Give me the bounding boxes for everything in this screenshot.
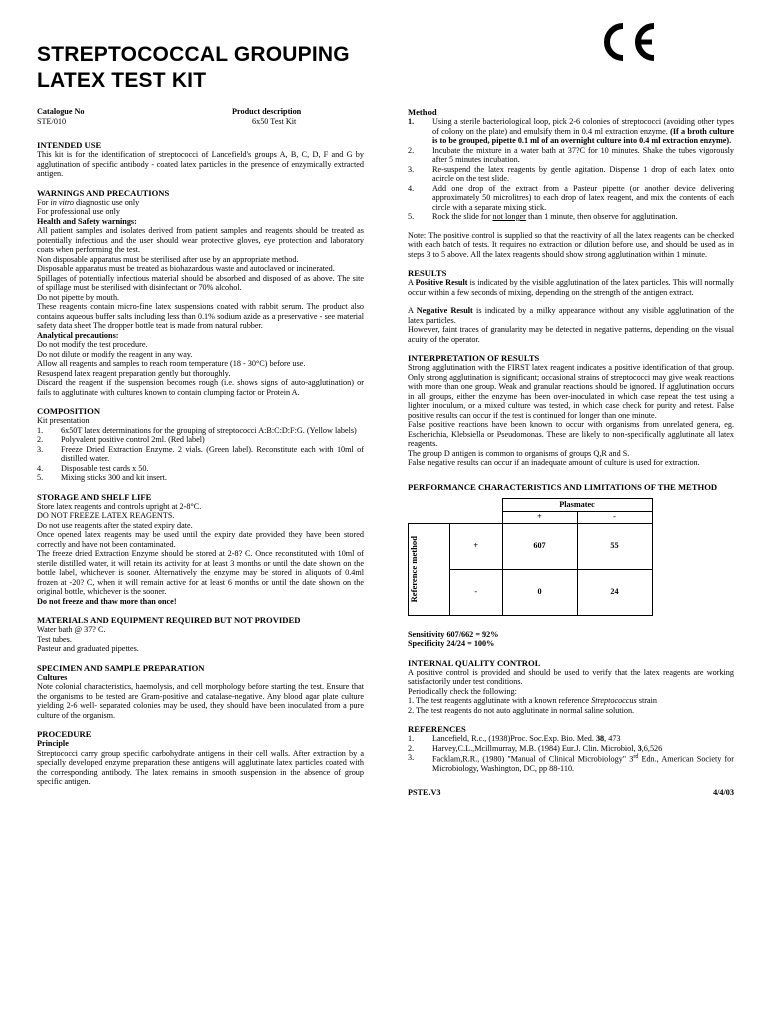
catalogue-values-row — [37, 117, 364, 127]
faint-granularity-text: However, faint traces of granularity may be detected in negative patterns, depending on the visual acuity of the operator. — [408, 325, 734, 344]
analytical-line: Resuspend latex reagent preparation gently but thoroughly. — [37, 368, 231, 378]
non-disposable-text: Non disposable apparatus must be sterilised after use by an appropriate method. — [37, 254, 299, 264]
catalogue-row — [37, 107, 364, 117]
table-cell: 24 — [577, 569, 652, 615]
iqc-heading: INTERNAL QUALITY CONTROL — [408, 657, 541, 668]
method-heading: Method — [408, 107, 437, 117]
materials-line: Water bath @ 37? C. — [37, 625, 106, 634]
composition-heading: COMPOSITION — [37, 406, 101, 416]
procedure-heading: PROCEDURE — [37, 729, 92, 739]
list-item: 5. Rock the slide for not longer than 1 minute, then observe for agglutination. — [408, 212, 678, 221]
plasmatec-positive-header: + — [502, 511, 577, 523]
ce-mark-logo — [596, 22, 660, 62]
iqc-check-2: 2. The test reagents do not auto agglutinate in normal saline solution. — [408, 705, 635, 715]
negative-result-text: A Negative Result is indicated by a milky appearance without any visible agglutination of the latex particles. — [408, 306, 734, 325]
specificity: Specificity 24/24 = 100% — [408, 639, 495, 648]
materials-line: Test tubes. — [37, 634, 72, 644]
performance-table — [408, 498, 653, 616]
positive-result-text: A Positive Result is indicated by the visible agglutination of the latex particles. This will normally occur within a few seconds of mixing, depending on the strength of the antigen extract. — [408, 278, 734, 297]
composition-list — [37, 426, 364, 483]
group-d-text: The group D antigen is common to organisms of groups Q,R and S. — [408, 448, 630, 458]
list-item: 3. Facklam,R.R., (1980) "Manual of Clinical Microbiology" 3rd Edn., American Society for Microbiology, Washington, DC, pp 88-110. — [408, 753, 734, 774]
document-code: PSTE.V3 — [408, 787, 441, 797]
iqc-periodic: Periodically check the following: — [408, 686, 517, 696]
list-item: 4. Disposable test cards x 50. — [37, 463, 149, 473]
intended-use-text: This kit is for the identification of streptococci of Lancefield's groups A, B, C, D, F and G by agglutination of specific antibody - coated latex particles in the presence of enzymically extracted antigen. — [37, 150, 364, 178]
list-item: 3. Re-suspend the latex reagents by gentle agitation. Dispense 1 drop of each latex onto acircle on the test slide. — [408, 164, 734, 183]
iqc-check-1: 1. The test reagents agglutinate with a known reference Streptococcus strain — [408, 696, 657, 705]
discard-text: Discard the reagent if the suspension becomes rough (i.e. shows signs of auto-agglutination) or fails to agglutinate with cultures known to contain clumping factor or Protein A. — [37, 378, 364, 397]
right-column — [408, 107, 734, 797]
references-heading: REFERENCES — [408, 724, 466, 734]
interpretation-heading: INTERPRETATION OF RESULTS — [408, 353, 540, 363]
health-safety-heading: Health and Safety warnings: — [37, 216, 137, 226]
list-item: 4. Add one drop of the extract from a Pasteur pipette (or another device delivering approximately 50 microlitres) to each drop of latex reagent, and mix the contents of each circle with a separate mixing stick. — [408, 183, 734, 212]
specimen-text: Note colonial characteristics, haemolysis, and cell morphology before starting the test. Ensure that the organisms to be tested are Gram-positive and catalase-negative. Any blood agar plate culture yielding 2-6 well- separated colonies may be used, they should have been inoculated from a pure culture of the organism. — [37, 682, 364, 720]
list-item: 1. Using a sterile bacteriological loop, pick 2-6 colonies of streptococci (avoiding other types of colony on the plate) and emulsify them in 0.4 ml extraction enzyme. (If a broth culture is to be grouped, pipette 0.1 ml of an overnight culture into 0.4 ml extraction enzyme). — [408, 117, 735, 145]
reference-negative-header: - — [450, 569, 503, 615]
table-cell: 0 — [502, 569, 577, 615]
title-line-2: LATEX TEST KIT — [37, 69, 207, 92]
enzyme-storage-text: The freeze dried Extraction Enzyme should be stored at 2-8? C. Once reconstituted with 10ml of sterile distilled water, it will retain its activity for at least 3 months or until the date shown on the bottle label, whichever is sooner. Alternatively the enzyme may be stored in aliquots of 0.4ml frozen at -20? C, when it will remain active for at least 6 months or until the date shown on the original bottle, whichever is the sooner. — [37, 549, 364, 596]
iqc-text: A positive control is provided and should be used to verify that the latex reagents are working satisfactorily under test conditions. — [408, 667, 734, 686]
cultures-subheading: Cultures — [37, 672, 68, 682]
storage-heading: STORAGE AND SHELF LIFE — [37, 491, 152, 502]
interpretation-text: Strong agglutination with the FIRST latex reagent indicates a positive identification of that group. Only strong agglutination is significant; occasional strains of streptococci may give weak reactions with more than one group. Weak and granular reactions should be ignored. If agglutination occurs in all groups, either the enzyme has been over-inoculated in which case repeat the test using a lighter inoculum, or a mixed culture was tested, in which case check for purity and retest. False positive results can occur if the test is continued for longer than one minute. — [408, 363, 734, 420]
reference-method-header — [409, 523, 450, 615]
list-item: 2. Incubate the mixture in a water bath at 37?C for 10 minutes. Shake the tubes vigorously after 5 minutes incubation. — [408, 145, 734, 164]
kit-presentation: Kit presentation — [37, 416, 90, 425]
plasmatec-header: Plasmatec — [502, 498, 652, 511]
list-item: 1. 6x50T latex determinations for the grouping of streptococci A:B:C:D:F:G. (Yellow labels) — [37, 425, 357, 435]
performance-heading: PERFORMANCE CHARACTERISTICS AND LIMITATIONS OF THE METHOD — [408, 481, 718, 492]
footer — [408, 788, 734, 798]
health-safety-text: All patient samples and isolates derived from patient samples and reagents should be treated as potentially infectious and the user should wear protective gloves, eye protection and laboratory coats when performing the test. — [37, 226, 364, 254]
list-item: 5. Mixing sticks 300 and kit insert. — [37, 473, 167, 482]
false-negative-text: False negative results can occur if an inadequate amount of culture is used for extraction. — [408, 458, 700, 467]
plasmatec-negative-header: - — [577, 511, 652, 523]
storage-line: Store latex reagents and controls upright at 2-8°C. — [37, 501, 202, 511]
performance-table-wrapper — [408, 498, 734, 616]
specimen-heading: SPECIMEN AND SAMPLE PREPARATION — [37, 662, 205, 673]
spillage-text: Spillages of potentially infectious material should be absorbed and disposed of as above. The site of spillage must be sterilised with disinfectant or 70% alcohol. — [37, 273, 364, 292]
reference-method-label: Reference method — [409, 535, 419, 603]
freeze-thaw-warning: Do not freeze and thaw more than once! — [37, 596, 177, 606]
warnings-heading: WARNINGS AND PRECAUTIONS — [37, 187, 170, 198]
list-item: 3. Freeze Dried Extraction Enzyme. 2 vials. (Green label). Reconstitute each with 10ml of distilled water. — [37, 444, 364, 463]
professional-use-line: For professional use only — [37, 207, 121, 216]
principle-subheading: Principle — [37, 739, 69, 748]
document-date: 4/4/03 — [713, 787, 734, 797]
pipette-text: Do not pipette by mouth. — [37, 292, 120, 302]
references-list — [408, 734, 734, 774]
intended-use-heading: INTENDED USE — [37, 140, 102, 150]
analytical-line: Do not dilute or modify the reagent in any way. — [37, 349, 193, 359]
list-item: 2. Polyvalent positive control 2ml. (Red label) — [37, 435, 205, 444]
disposable-text: Disposable apparatus must be treated as biohazardous waste and autoclaved or incinerated. — [37, 264, 335, 273]
in-vitro-line: For in vitro diagnostic use only — [37, 197, 140, 207]
table-cell: 607 — [502, 523, 577, 569]
method-steps — [408, 117, 734, 222]
list-item: 1. Lancefield, R.c., (1938)Proc. Soc.Exp. Bio. Med. 38, 473 — [408, 734, 621, 743]
document-title — [37, 42, 517, 94]
results-heading: RESULTS — [408, 268, 447, 278]
materials-heading: MATERIALS AND EQUIPMENT REQUIRED BUT NOT PROVIDED — [37, 615, 301, 625]
false-positive-text: False positive reactions have been known to occur with organisms from unrelated genera, eg. Escherichia, Klebsiella or Pseudomonas. These are likely to non-specifically agglutinate all latex reagents. — [408, 420, 734, 448]
principle-text: Streptococci carry group specific carbohydrate antigens in their cell walls. After extraction by a specially developed enzyme preparation these antigens will agglutinate latex particles coated with the corresponding antibody. The latex remains in smooth suspension in the absence of group specific antigen. — [37, 748, 364, 786]
method-note: Note: The positive control is supplied so that the reactivity of all the latex reagents can be checked with each batch of tests. It requires no extraction or dilution before use, and should be used as in steps 3 to 5 above. All the latex reagents should show strong agglutination within 1 minute. — [408, 230, 734, 259]
analytical-precautions-heading: Analytical precautions: — [37, 330, 119, 340]
storage-line: DO NOT FREEZE LATEX REAGENTS. — [37, 511, 175, 520]
title-line-1: STREPTOCOCCAL GROUPING — [37, 43, 350, 66]
left-column — [37, 107, 364, 787]
sensitivity: Sensitivity 607/662 = 92% — [408, 629, 499, 639]
reagents-text: These reagents contain micro-fine latex suspensions coated with rabbit serum. The product also contains aqueous buffer salts including less than 0.1% sodium azide as a preservative - see material safety data sheet The dropper bottle teat is made from natural rubber. — [37, 302, 364, 330]
catalogue-number: STE/010 — [37, 116, 67, 126]
storage-line: Do not use reagents after the stated expiry date. — [37, 520, 193, 530]
product-description-label: Product description — [232, 107, 302, 116]
list-item: 2. Harvey,C.L.,Mcillmurray, M.B. (1984) Eur.J. Clin. Microbiol, 3,6,526 — [408, 743, 663, 753]
analytical-line: Do not modify the test procedure. — [37, 340, 148, 349]
materials-line: Pasteur and graduated pipettes. — [37, 644, 139, 653]
reference-positive-header: + — [450, 523, 503, 569]
product-description: 6x50 Test Kit — [252, 116, 297, 126]
analytical-line: Allow all reagents and samples to reach room temperature (18 - 30°C) before use. — [37, 359, 306, 368]
opened-text: Once opened latex reagents may be used until the expiry date provided they have been stored correctly and have not been contaminated. — [37, 530, 364, 549]
table-cell: 55 — [577, 523, 652, 569]
catalogue-label: Catalogue No — [37, 107, 85, 116]
